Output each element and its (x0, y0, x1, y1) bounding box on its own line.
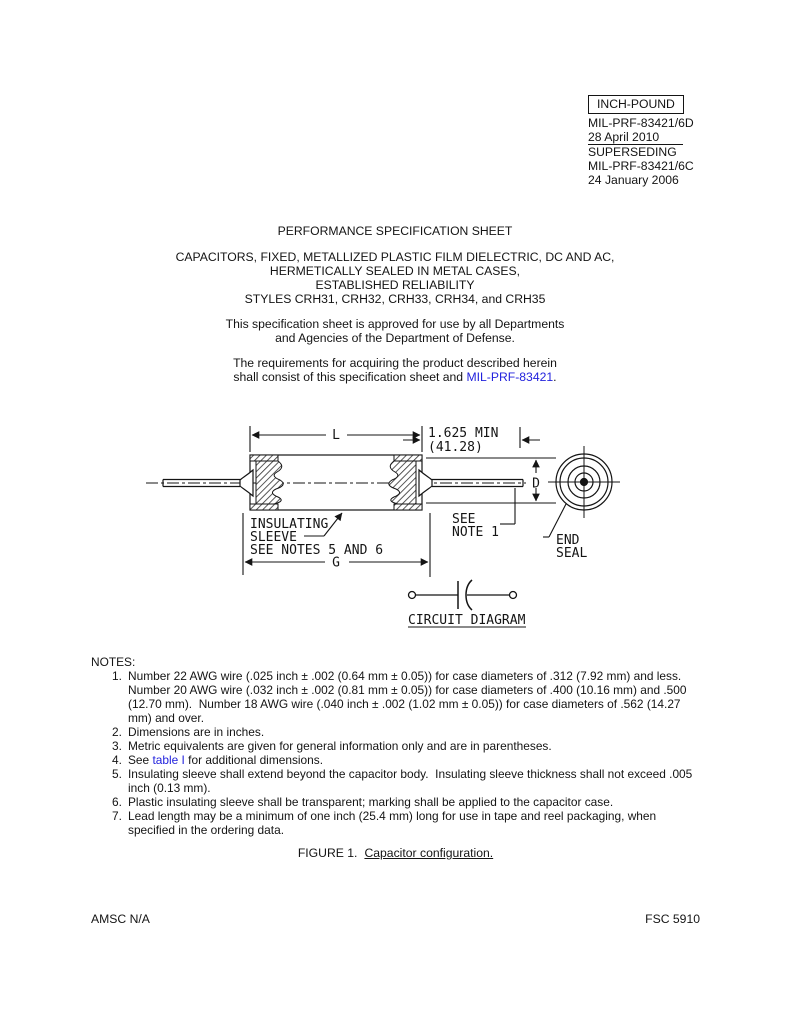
end-seal-hatch (256, 461, 283, 504)
subject-line: HERMETICALLY SEALED IN METAL CASES, (269, 264, 521, 278)
capacitor-configuration-drawing (120, 410, 680, 645)
figure-caption (0, 846, 791, 860)
note1-leader (500, 488, 515, 524)
seal-bushing (240, 470, 253, 496)
superseded-date: 24 January 2006 (588, 173, 679, 187)
capacitor-side-view (146, 426, 620, 627)
note-6: 6. Plastic insulating sleeve shall be transparent; marking shall be applied to the capacitor case. (112, 795, 614, 809)
approval-line: This specification sheet is approved for use by all Departments (225, 317, 565, 331)
superseded-number: MIL-PRF-83421/6C (588, 159, 694, 173)
figure-caption-title: Capacitor configuration. (364, 846, 494, 860)
fsc-number: FSC 5910 (645, 912, 700, 926)
note-1: 1. Number 22 AWG wire (.025 inch ± .002 (0.64 mm ± 0.05)) for case diameters of .312 (7.92 mm) and less. Number 20 AWG wire (.032 inch ± .002 (0.81 mm ± 0.05)) for case diameters of .400 (10.16 mm) and .500 (12.70 mm). Number 18 AWG wire (.040 inch ± .002 (1.02 mm ± 0.05)) for case diameters of .562 (14.27 mm) and over. (112, 669, 690, 725)
superseding-label: SUPERSEDING (588, 145, 677, 159)
notes-section (91, 655, 703, 837)
approval-statement (85, 317, 705, 345)
label-see-notes-5-6: SEE NOTES 5 AND 6 (250, 543, 384, 558)
capacitor-end-view (548, 446, 620, 518)
document-number: MIL-PRF-83421/6D (588, 116, 694, 130)
note-2: 2. Dimensions are in inches. (112, 725, 265, 739)
case-end-hatch (250, 455, 278, 461)
label-dim-L: L (332, 428, 340, 443)
label-see: SEE (452, 512, 476, 527)
note-3: 3. Metric equivalents are given for general information only and are in parentheses. (112, 739, 552, 753)
subject-line: CAPACITORS, FIXED, METALLIZED PLASTIC FILM DIELECTRIC, DC AND AC, (175, 250, 615, 264)
requirements-statement (85, 356, 705, 384)
label-end: END (556, 533, 580, 548)
label-dim-G: G (332, 555, 340, 571)
note-7: 7. Lead length may be a minimum of one inch (25.4 mm) long for use in tape and reel packaging, when specified in the ordering data. (112, 809, 660, 837)
spec-subject (85, 250, 705, 306)
label-lead-min-metric: (41.28) (428, 440, 483, 455)
note-4: 4. See table I for additional dimensions. (112, 753, 324, 767)
requirements-line: The requirements for acquiring the product described herein (233, 356, 557, 370)
subject-line: ESTABLISHED RELIABILITY (315, 278, 475, 292)
note-5: 5. Insulating sleeve shall extend beyond the capacitor body. Insulating sleeve thickness shall not exceed .005 inch (0.13 mm). (112, 767, 696, 795)
amsc-number: AMSC N/A (91, 912, 150, 926)
label-circuit-diagram: CIRCUIT DIAGRAM (408, 613, 526, 628)
subject-line: STYLES CRH31, CRH32, CRH33, CRH34, and CRH35 (244, 292, 546, 306)
label-insulating: INSULATING (250, 517, 329, 532)
case-end-hatch (394, 504, 422, 510)
case-end-hatch (250, 504, 278, 510)
figure-caption-number: FIGURE 1. (297, 846, 358, 860)
mil-prf-83421-link[interactable]: MIL-PRF-83421 (466, 370, 554, 384)
case-end-hatch (394, 455, 422, 461)
end-seal-hatch (389, 461, 416, 504)
approval-line: and Agencies of the Department of Defense. (275, 331, 515, 345)
document-date: 28 April 2010 (588, 130, 683, 145)
table-i-link[interactable]: table I (152, 753, 185, 767)
label-dim-D: D (532, 476, 540, 492)
label-sleeve: SLEEVE (250, 530, 297, 545)
label-seal: SEAL (556, 546, 588, 561)
requirements-line: shall consist of this specification sheet and MIL-PRF-83421. (233, 370, 557, 384)
seal-bushing (419, 470, 432, 496)
notes-heading: NOTES: (91, 655, 136, 669)
document-id-block (588, 95, 694, 187)
label-note-1: NOTE 1 (452, 525, 499, 540)
label-lead-min: 1.625 MIN (428, 426, 499, 441)
spec-sheet-heading: PERFORMANCE SPECIFICATION SHEET (277, 224, 513, 238)
inch-pound-box: INCH-POUND (588, 95, 684, 114)
